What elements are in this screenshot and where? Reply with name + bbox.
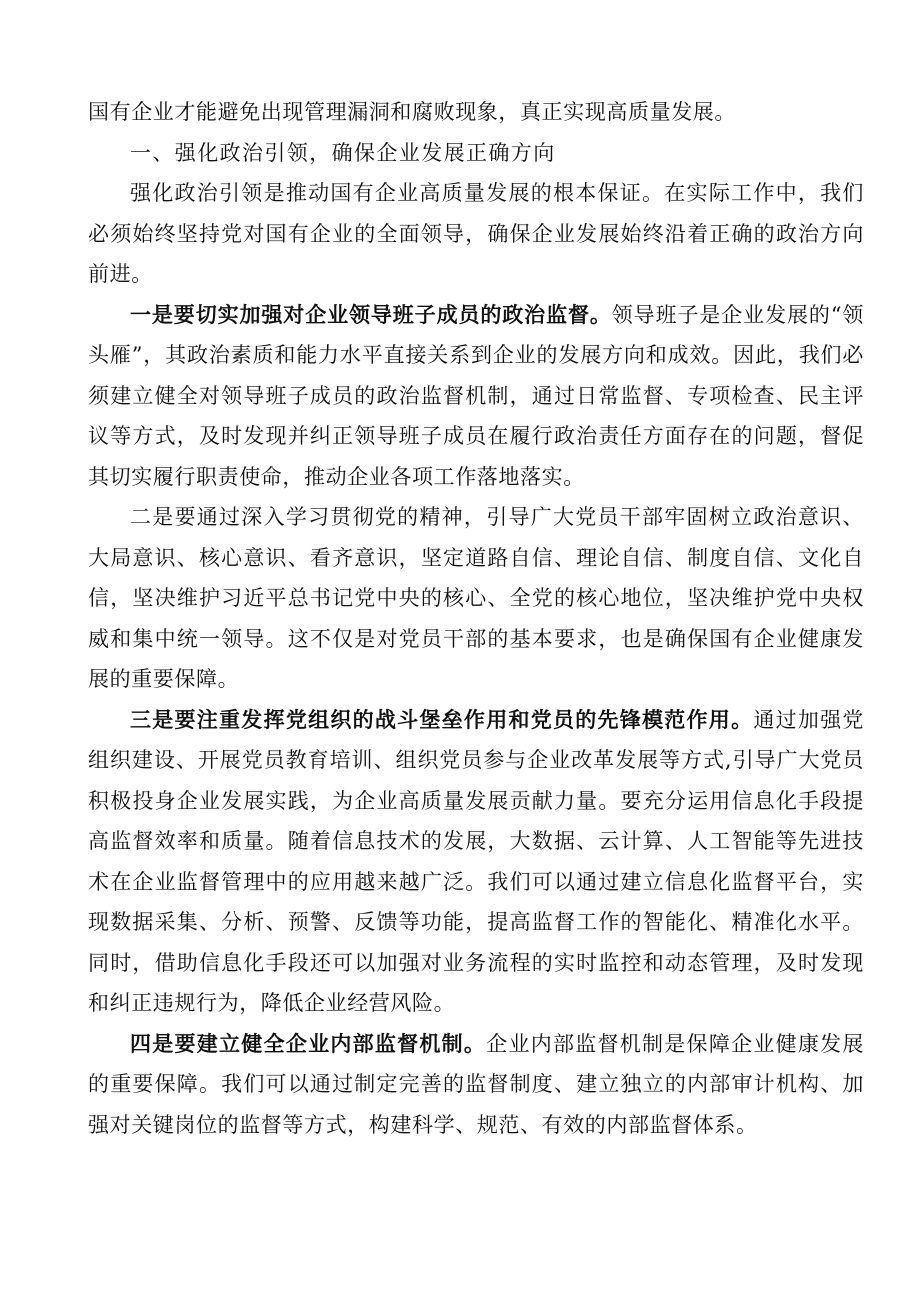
point-3-body: 通过加强党组织建设、开展党员教育培训、组织党员参与企业改革发展等方式,引导广大党员积极投身企业发展实践，为企业高质量发展贡献力量。要充分运用信息化手段提高监督效率和质量。随着信息技术的发展，大数据、云计算、人工智能等先进技术在企业监督管理中的应用越来越广泛。我们可以通过建立信息化监督平台，实现数据采集、分析、预警、反馈等功能，提高监督工作的智能化、精准化水平。同时，借助信息化手段还可以加强对业务流程的实时监控和动态管理，及时发现和纠正违规行为，降低企业经营风险。	[88, 707, 864, 1015]
point-4-body: 企业内部监督机制是保障企业健康发展的重要保障。我们可以通过制定完善的监督制度、建立独立的内部审计机构、加强对关键岗位的监督等方式，构建科学、规范、有效的内部监督体系。	[88, 1031, 864, 1137]
point-2-lead: 二是要通过深入学习贯彻党的精神，	[130, 505, 487, 529]
point-3-paragraph	[88, 700, 864, 1024]
point-3-lead: 三是要注重发挥党组织的战斗堡垒作用和党员的先锋模范作用。	[130, 706, 754, 732]
point-1-body: 领导班子是企业发展的“领头雁”，其政治素质和能力水平直接关系到企业的发展方向和成效。因此，我们必须建立健全对领导班子成员的政治监督机制，通过日常监督、专项检查、民主评议等方式，及时发现并纠正领导班子成员在履行政治责任方面存在的问题，督促其切实履行职责使命，推动企业各项工作落地落实。	[88, 302, 865, 489]
point-1-lead: 一是要切实加强对企业领导班子成员的政治监督。	[130, 301, 612, 327]
point-4-paragraph	[88, 1024, 864, 1146]
intro-paragraph: 强化政治引领是推动国有企业高质量发展的根本保证。在实际工作中，我们必须始终坚持党对国有企业的全面领导，确保企业发展始终沿着正确的政治方向前进。	[88, 181, 864, 286]
opening-line: 国有企业才能避免出现管理漏洞和腐败现象，真正实现高质量发展。	[88, 100, 736, 124]
document-body	[88, 92, 864, 1145]
section-heading: 一、强化政治引领，确保企业发展正确方向	[130, 140, 556, 165]
point-2-paragraph	[88, 497, 864, 700]
point-2-body: 引导广大党员干部牢固树立政治意识、大局意识、核心意识、看齐意识，坚定道路自信、理论自信、制度自信、文化自信，坚决维护习近平总书记党中央的核心、全党的核心地位，坚决维护党中央权威和集中统一领导。这不仅是对党员干部的基本要求，也是确保国有企业健康发展的重要保障。	[88, 505, 864, 691]
point-4-lead: 四是要建立健全企业内部监督机制。	[130, 1030, 487, 1056]
point-1-paragraph	[88, 295, 864, 498]
